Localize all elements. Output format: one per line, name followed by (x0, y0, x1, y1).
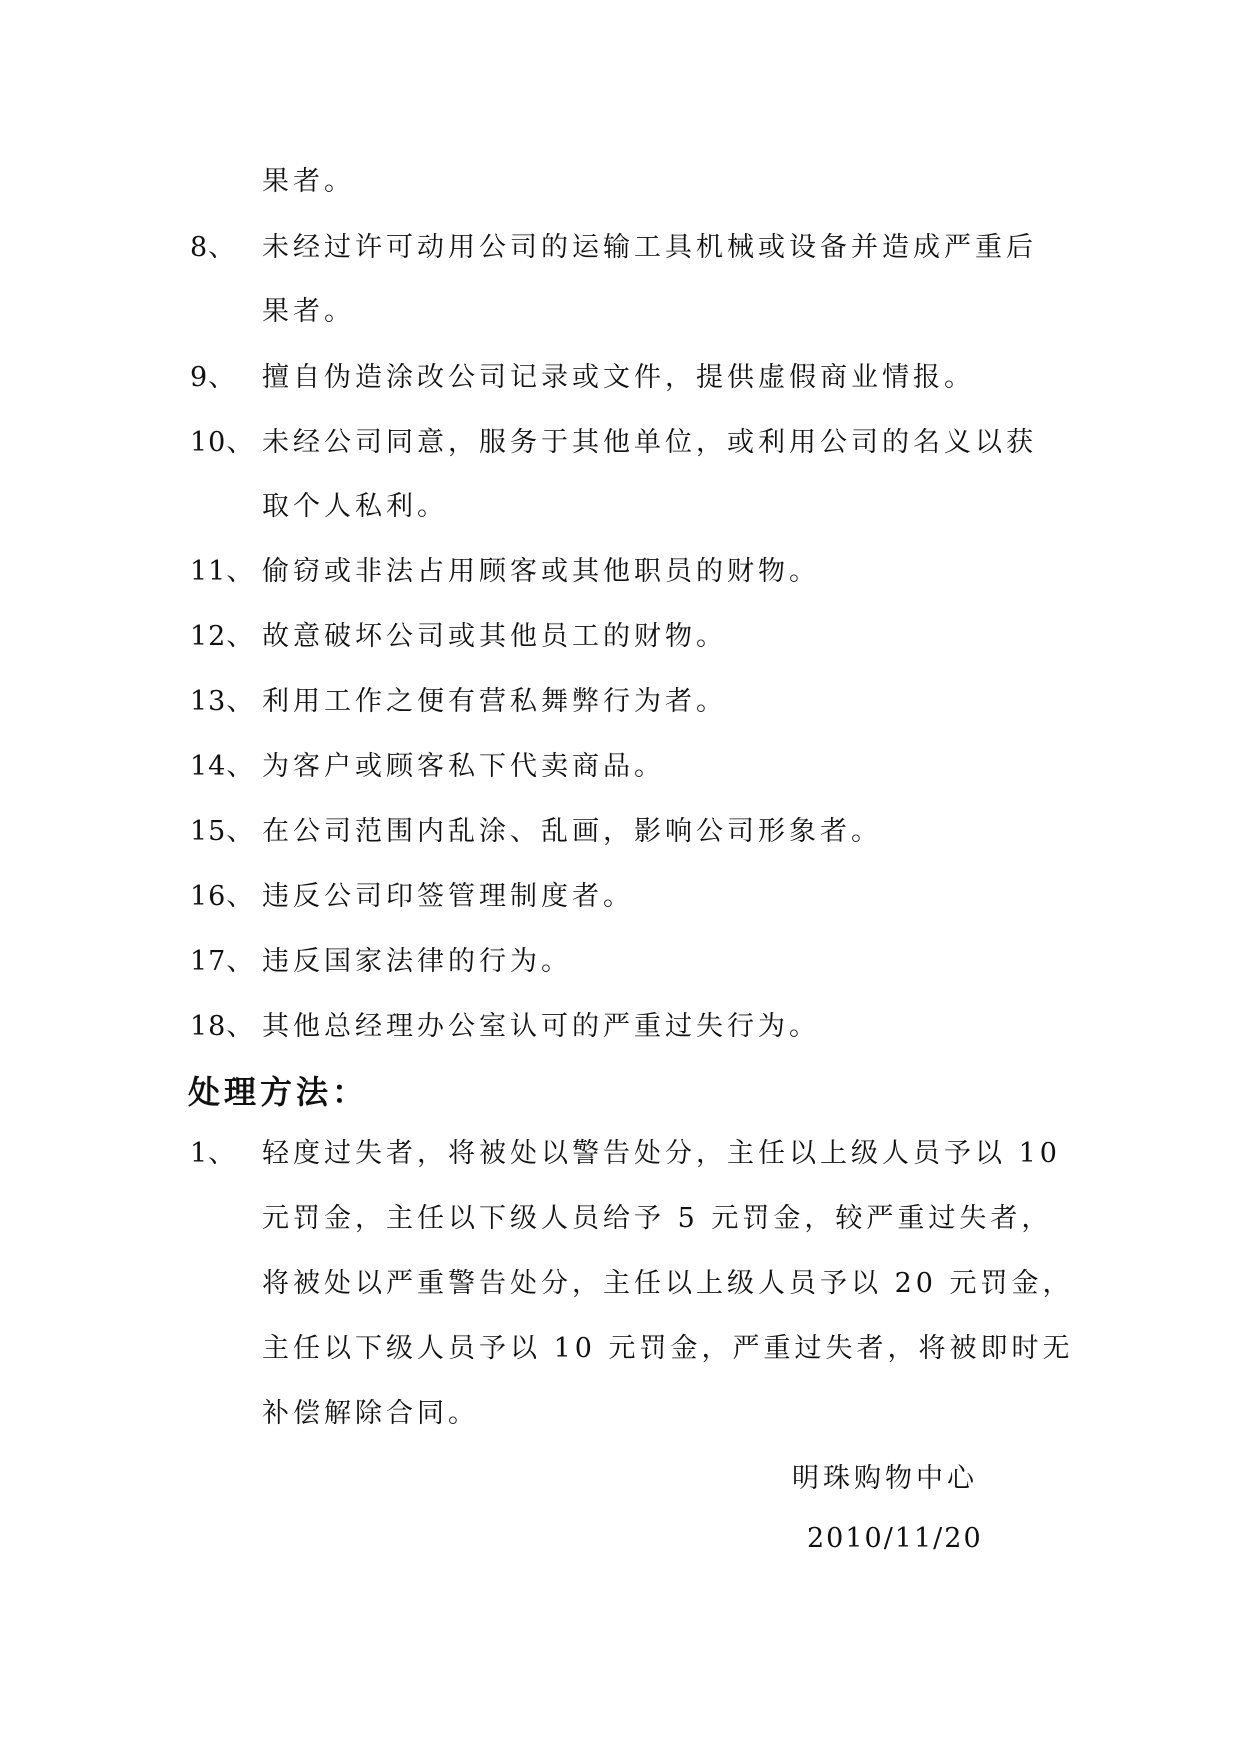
item-text: 将被处以严重警告处分，主任以上级人员予以 20 元罚金， (262, 1268, 1074, 1299)
item-text: 取个人私利。 (262, 491, 448, 522)
item-text: 元罚金，主任以下级人员给予 5 元罚金，较严重过失者， (262, 1203, 1053, 1234)
item-number: 8、 (190, 232, 237, 263)
item-number: 9、 (190, 362, 237, 393)
item-number: 14、 (190, 751, 255, 782)
item-text: 为客户或顾客私下代卖商品。 (262, 751, 665, 782)
item-text: 违反国家法律的行为。 (262, 946, 572, 977)
item-number: 17、 (190, 946, 255, 977)
item-text: 未经公司同意，服务于其他单位，或利用公司的名义以获 (262, 427, 1037, 458)
item-number: 18、 (190, 1011, 255, 1042)
item-number: 16、 (190, 881, 255, 912)
item-number: 15、 (190, 816, 255, 847)
item-text: 补偿解除合同。 (262, 1398, 479, 1429)
item-text: 主任以下级人员予以 10 元罚金，严重过失者，将被即时无 (262, 1333, 1074, 1364)
item-text: 擅自伪造涂改公司记录或文件，提供虚假商业情报。 (262, 362, 975, 393)
section-title: 处理方法： (188, 1073, 369, 1111)
item-text: 未经过许可动用公司的运输工具机械或设备并造成严重后 (262, 232, 1037, 263)
item-text: 果者。 (262, 296, 355, 327)
item-number: 13、 (190, 686, 255, 717)
item-text: 果者。 (262, 166, 355, 197)
item-number: 10、 (190, 427, 255, 458)
item-text: 利用工作之便有营私舞弊行为者。 (262, 686, 727, 717)
item-number: 11、 (190, 556, 255, 587)
item-text: 违反公司印签管理制度者。 (262, 881, 634, 912)
item-text: 故意破坏公司或其他员工的财物。 (262, 621, 727, 652)
item-text: 在公司范围内乱涂、乱画，影响公司形象者。 (262, 816, 882, 847)
item-text: 轻度过失者，将被处以警告处分，主任以上级人员予以 10 (262, 1138, 1061, 1169)
item-text: 偷窃或非法占用顾客或其他职员的财物。 (262, 556, 820, 587)
signature-date: 2010/11/20 (807, 1523, 983, 1554)
item-text: 其他总经理办公室认可的严重过失行为。 (262, 1011, 820, 1042)
signature-org: 明珠购物中心 (792, 1463, 978, 1494)
item-number: 12、 (190, 621, 255, 652)
item-number: 1、 (190, 1138, 237, 1169)
